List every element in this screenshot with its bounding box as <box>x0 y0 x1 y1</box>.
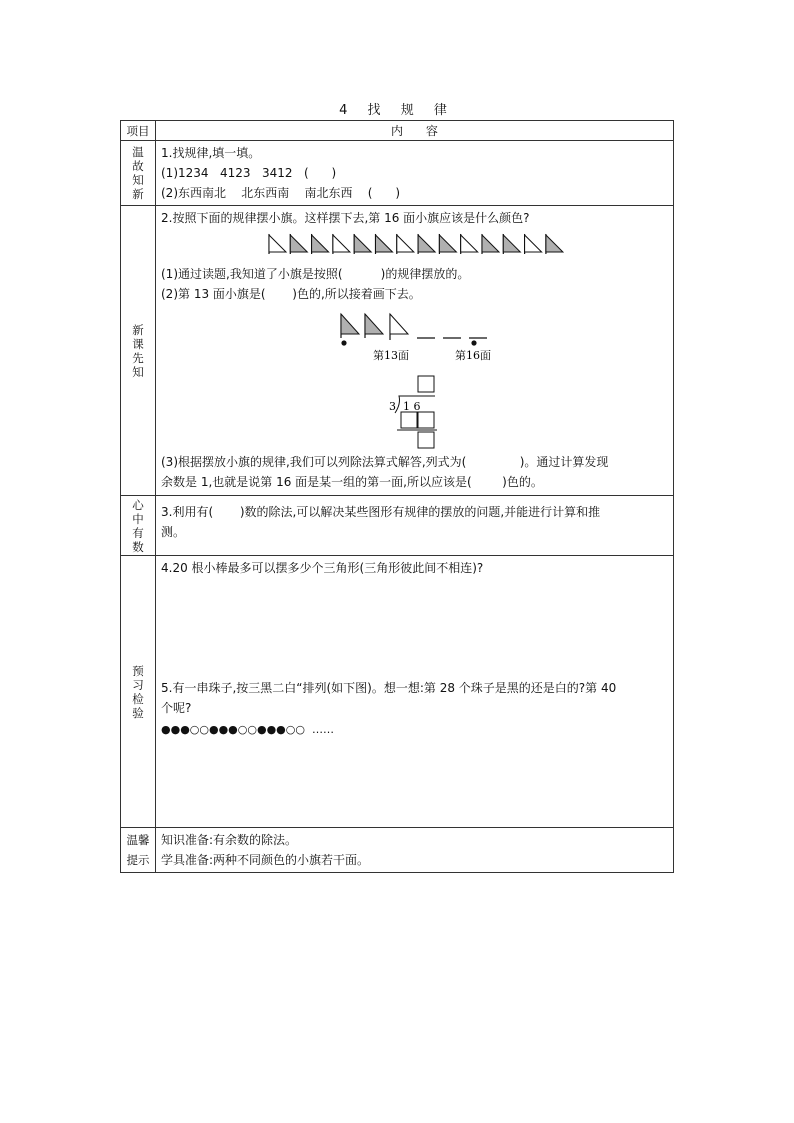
header-content-cell <box>156 121 674 141</box>
tip-knowledge: 知识准备:有余数的除法。 <box>161 833 298 847</box>
review-question-1: 1.找规律,填一填。 <box>161 146 261 160</box>
mind-label-cell <box>121 496 156 556</box>
flag-continuation-svg <box>161 304 705 374</box>
bead-sequence: ●●●○○●●●○○●●●○○ …… <box>161 723 334 736</box>
question-4: 4.20 根小棒最多可以摆多少个三角形(三角形彼此间不相连)? <box>161 561 484 575</box>
review-label-char: 新 <box>132 187 144 201</box>
header-item-cell <box>121 121 156 141</box>
flag-1-white <box>269 234 286 254</box>
check-label-char: 检 <box>132 691 144 706</box>
question-3-line-2: 测。 <box>161 525 186 539</box>
remainder-box <box>418 432 434 448</box>
long-division-svg <box>161 374 705 452</box>
question-5-line-1: 5.有一串珠子,按三黑二白“排列(如下图)。想一想:第 28 个珠子是黑的还是白的?第 40 <box>161 681 617 695</box>
header-content-label: 内 容 <box>391 123 438 138</box>
mind-content <box>156 496 674 556</box>
check-label-char: 预 <box>132 663 144 678</box>
divisor-text: 3 <box>389 400 396 413</box>
mind-label-char: 有 <box>132 525 144 540</box>
dividend-text: 1 6 <box>403 400 421 413</box>
flag-12-gray <box>503 234 520 254</box>
flag-9-gray <box>439 234 456 254</box>
tip-materials: 学具准备:两种不同颜色的小旗若干面。 <box>161 853 370 867</box>
flag-7-white <box>397 234 414 254</box>
marker-label-16: 第16面 <box>455 349 491 362</box>
mind-label-char: 数 <box>132 539 144 554</box>
flag-5-gray <box>354 234 371 254</box>
review-question-1-part-2: (2)东西南北 北东西南 南北东西 ( ) <box>161 186 401 200</box>
review-label-char: 温 <box>132 145 144 159</box>
worksheet-table <box>120 120 674 873</box>
check-label-char: 习 <box>132 677 144 692</box>
check-label-char: 验 <box>132 705 144 720</box>
question-2: 2.按照下面的规律摆小旗。这样摆下去,第 16 面小旗应该是什么颜色? <box>161 211 530 225</box>
review-label-char: 知 <box>132 173 144 187</box>
flag-14-gray <box>365 314 383 338</box>
product-box-2 <box>418 412 434 428</box>
tips-label-line: 温馨 <box>126 833 150 847</box>
preview-label-char: 课 <box>132 336 144 351</box>
flag-sequence-svg <box>265 232 565 256</box>
question-2-sub-3-line-2: 余数是 1,也就是说第 16 面是某一组的第一面,所以应该是( )色的。 <box>161 475 543 489</box>
long-division-diagram <box>161 374 669 452</box>
flag-13-white <box>525 234 542 254</box>
flag-8-gray <box>418 234 435 254</box>
page-title: 4 找 规 律 <box>339 103 455 118</box>
flag-sequence <box>161 228 669 264</box>
tips-label-cell <box>121 828 156 873</box>
check-label-cell <box>121 556 156 828</box>
marker-dot-13 <box>341 340 346 345</box>
mind-label-char: 中 <box>132 511 144 526</box>
tips-label-line: 提示 <box>126 853 150 867</box>
header-item-label: 项目 <box>126 123 150 138</box>
preview-content <box>156 206 674 496</box>
question-2-sub-1: (1)通过读题,我知道了小旗是按照( )的规律摆放的。 <box>161 267 470 281</box>
flag-11-gray <box>482 234 499 254</box>
preview-label-char: 先 <box>132 350 144 365</box>
flag-3-gray <box>312 234 329 254</box>
preview-label-char: 知 <box>132 364 144 379</box>
review-label-char: 故 <box>132 159 144 173</box>
preview-label-cell <box>121 206 156 496</box>
tips-content <box>156 828 674 873</box>
product-box-1 <box>401 412 417 428</box>
review-question-1-part-1: (1)1234 4123 3412 ( ) <box>161 166 337 180</box>
flag-13-gray <box>341 314 359 338</box>
flag-14-gray <box>546 234 563 254</box>
mind-label-char: 心 <box>132 497 144 512</box>
review-label-cell <box>121 141 156 206</box>
question-2-sub-3-line-1: (3)根据摆放小旗的规律,我们可以列除法算式解答,列式为( )。通过计算发现 <box>161 455 609 469</box>
marker-dot-16 <box>471 340 476 345</box>
question-2-sub-2: (2)第 13 面小旗是( )色的,所以接着画下去。 <box>161 287 421 301</box>
preview-label-char: 新 <box>132 322 144 337</box>
quotient-box <box>418 376 434 392</box>
flag-10-white <box>461 234 478 254</box>
question-3-line-1: 3.利用有( )数的除法,可以解决某些图形有规律的摆放的问题,并能进行计算和推 <box>161 505 601 519</box>
flag-2-gray <box>290 234 307 254</box>
question-4-answer-space <box>161 578 669 678</box>
flag-6-gray <box>376 234 393 254</box>
flag-continuation-diagram <box>161 304 669 374</box>
marker-label-13: 第13面 <box>373 349 409 362</box>
check-content <box>156 556 674 828</box>
review-content <box>156 141 674 206</box>
question-5-line-2: 个呢? <box>161 701 192 715</box>
flag-4-white <box>333 234 350 254</box>
flag-15-white <box>390 314 408 340</box>
